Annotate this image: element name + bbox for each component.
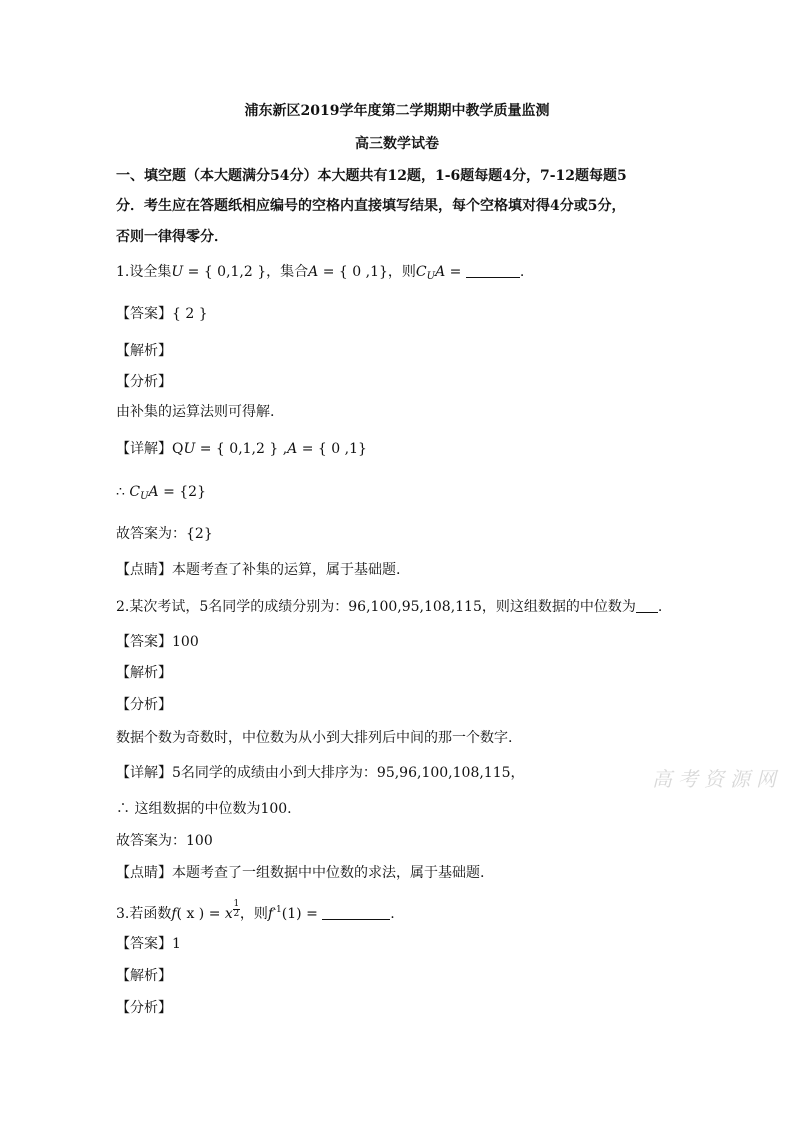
q1-eq-a: = <box>318 264 339 280</box>
q3-func-arg: ( x ) <box>176 906 205 922</box>
q1-end: . <box>519 264 525 280</box>
q1-detail-q: Q <box>172 441 184 457</box>
q1-detail-a: A <box>287 441 298 457</box>
q3-inv-sup: -1 <box>273 905 282 915</box>
q1-final-prefix: 故答案为： <box>116 526 186 542</box>
q3-prefix: 3.若函数 <box>116 906 172 922</box>
q1-eq2: = <box>445 264 466 280</box>
q1-detail-tag: 【详解】 <box>116 441 172 457</box>
q2-answer-tag: 【答案】 <box>116 634 172 650</box>
q2-tail: ，则这组数据的中位数为 <box>481 599 636 615</box>
q3-answer-blank <box>322 905 390 920</box>
q1-therefore-a: A <box>148 484 159 500</box>
q2-data: 96,100,95,108,115 <box>348 599 482 615</box>
question-1 <box>116 262 524 287</box>
q2-analysis: 数据个数为奇数时，中位数为从小到大排列后中间的那一个数字. <box>116 730 513 746</box>
q3-fenxi: 【分析】 <box>116 1000 172 1016</box>
q1-set-u: { 0,1,2 } <box>203 264 267 280</box>
q2-jiexi: 【解析】 <box>116 665 172 681</box>
q1-var-a: A <box>308 264 319 280</box>
q3-jiexi: 【解析】 <box>116 968 172 984</box>
q2-comment <box>116 863 484 883</box>
q2-detail-end: ， <box>510 765 525 781</box>
q1-fenxi: 【分析】 <box>116 374 172 390</box>
q1-set-a: { 0 ,1} <box>338 264 388 280</box>
q3-eq2: = <box>301 906 323 922</box>
q1-prefix: 1.设全集 <box>116 264 172 280</box>
q1-therefore-result: = {2} <box>158 484 206 500</box>
question-3 <box>116 900 395 924</box>
q2-therefore: ∴ 这组数据的中位数为100. <box>116 801 292 817</box>
q1-var-u: U <box>171 264 184 280</box>
q1-final <box>116 524 213 544</box>
q2-comment-text: 本题考查了一组数据中中位数的求法，属于基础题. <box>172 865 485 881</box>
q2-answer <box>116 632 199 652</box>
q2-detail-tag: 【详解】 <box>116 765 172 781</box>
q1-therefore-c: C <box>129 484 141 500</box>
q3-eq: = <box>204 906 225 922</box>
q1-then: ，则 <box>387 264 416 280</box>
section-instruction-line-2: 分．考生应在答题纸相应编号的空格内直接填写结果，每个空格填对得4分或5分， <box>116 198 626 214</box>
section-instruction-line-1: 一、填空题（本大题满分54分）本大题共有12题，1-6题每题4分，7-12题每题5 <box>116 168 627 184</box>
q2-fenxi: 【分析】 <box>116 697 172 713</box>
q1-answer-blank <box>466 263 520 278</box>
q1-analysis: 由补集的运算法则可得解. <box>116 404 275 420</box>
q1-jiexi: 【解析】 <box>116 343 172 359</box>
q1-eq: = <box>183 264 204 280</box>
q1-comment-text: 本题考查了补集的运算，属于基础题. <box>172 562 401 578</box>
q3-exp-num: 1 <box>233 899 240 909</box>
q1-answer <box>116 304 208 324</box>
q1-comment-tag: 【点睛】 <box>116 562 172 578</box>
page-subtitle: 高三数学试卷 <box>355 136 439 152</box>
q1-therefore <box>116 482 206 507</box>
q3-func-f: f <box>171 906 177 922</box>
q3-exp-den: 2 <box>233 909 240 919</box>
q3-inv-f: f <box>267 906 274 922</box>
q2-text: 2.某次考试，5名同学的成绩分别为： <box>116 599 349 615</box>
q2-answer-blank <box>636 598 658 613</box>
q2-sorted: 95,96,100,108,115 <box>376 765 511 781</box>
section-instruction-line-3: 否则一律得零分． <box>116 229 228 245</box>
watermark: 高考资源网 <box>652 767 782 791</box>
q2-final: 故答案为：100 <box>116 833 213 849</box>
q3-base: x <box>224 906 233 922</box>
q1-detail-u: U <box>183 441 196 457</box>
q1-detail <box>116 439 367 459</box>
q1-complement-c: C <box>415 264 427 280</box>
q2-answer-value: 100 <box>172 634 199 650</box>
q3-then: ，则 <box>239 906 268 922</box>
q3-answer-value: 1 <box>172 936 181 952</box>
question-2 <box>116 597 662 617</box>
page-title: 浦东新区2019学年度第二学期期中教学质量监测 <box>244 103 550 119</box>
q1-final-value: {2} <box>186 526 213 542</box>
q2-detail-text: 5名同学的成绩由小到大排序为： <box>172 765 377 781</box>
q3-answer <box>116 934 181 954</box>
q3-inv-arg: (1) <box>281 906 302 922</box>
q2-comment-tag: 【点睛】 <box>116 865 172 881</box>
q1-complement-a: A <box>435 264 446 280</box>
q2-detail <box>116 763 525 783</box>
q1-answer-value: { 2 } <box>172 306 208 322</box>
q1-mid: ，集合 <box>266 264 309 280</box>
q1-comment <box>116 560 400 580</box>
q3-end: . <box>390 906 395 922</box>
q1-therefore-sub: U <box>140 491 149 502</box>
q1-therefore-sign: ∴ <box>116 484 130 500</box>
q2-end: . <box>657 599 663 615</box>
q1-answer-tag: 【答案】 <box>116 306 172 322</box>
q3-answer-tag: 【答案】 <box>116 936 172 952</box>
q1-complement-sub: U <box>426 271 436 282</box>
q3-exponent-fraction <box>233 900 240 919</box>
q1-detail-expr2: = { 0 ,1} <box>297 441 367 457</box>
q1-detail-expr: = { 0,1,2 } , <box>195 441 288 457</box>
